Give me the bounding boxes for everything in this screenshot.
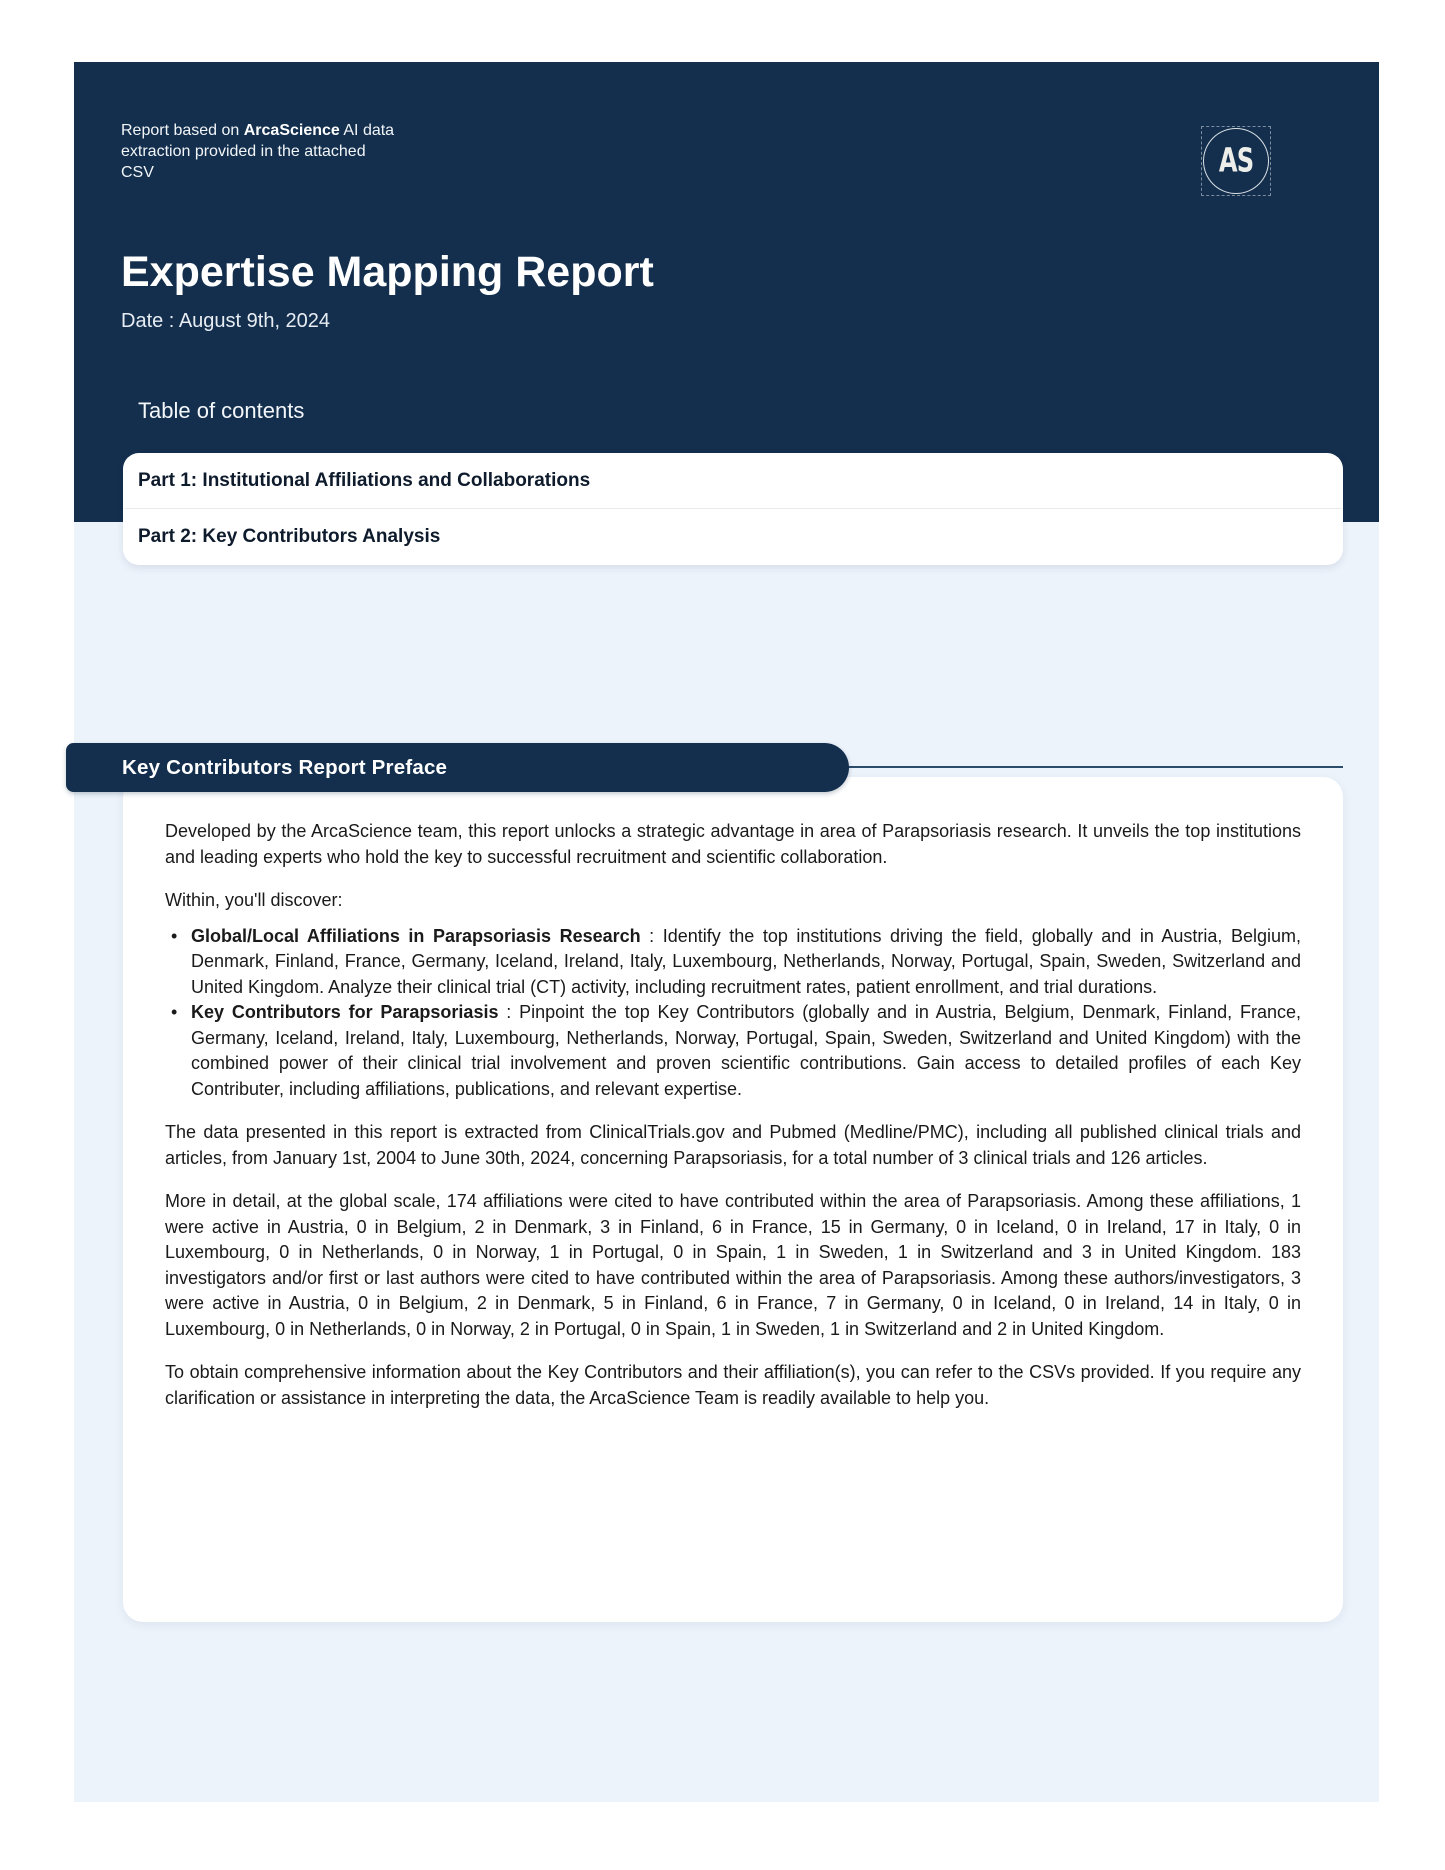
preface-discover-label: Within, you'll discover: xyxy=(165,890,343,910)
page-title: Expertise Mapping Report xyxy=(121,248,654,296)
preface-data-paragraph: The data presented in this report is extracted from ClinicalTrials.gov and Pubmed (Medline/PMC), including all published clinical trials and articles, from January 1st, 2004 to June 30th, 2024, concerning Parapsoriasis, for a total number of 3 clinical trials and 126 articles. xyxy=(165,1122,1301,1168)
preface-intro: Developed by the ArcaScience team, this report unlocks a strategic advantage in area of Parapsoriasis research. It unveils the top institutions and leading experts who hold the key to successful recruitment and scientific collaboration. xyxy=(165,821,1301,867)
preface-bullet-contributors-text: : Pinpoint the top Key Contributors (globally and in Austria, Belgium, Denmark, Finland, France, Germany, Iceland, Ireland, Italy, Luxembourg, Netherlands, Norway, Portugal, Spain, Sweden, Switzerland and United Kingdom) with the combined power of their clinical trial involvement and proven scientific contributions. Gain access to detailed profiles of each Key Contributer, including affiliations, publications, and relevant expertise. xyxy=(191,1002,1301,1099)
report-note-suffix: AI data extraction provided in the attached CSV xyxy=(121,122,395,181)
toc-item-part1[interactable]: Part 1: Institutional Affiliations and Collaborations xyxy=(138,469,591,491)
logo-monogram: AS xyxy=(1218,141,1254,180)
preface-bullet-contributors-title: Key Contributors for Parapsoriasis xyxy=(191,1002,499,1022)
preface-bullet-contributors xyxy=(165,1000,1301,1102)
logo-circle-icon xyxy=(1203,128,1269,194)
report-note-brand: ArcaScience xyxy=(243,122,340,139)
preface-card xyxy=(123,777,1343,1622)
toc-card xyxy=(123,453,1343,565)
report-note-prefix: Report based on xyxy=(121,122,244,139)
preface-bullet-affiliations-title: Global/Local Affiliations in Parapsoriasis Research xyxy=(191,925,641,946)
report-date: Date : August 9th, 2024 xyxy=(121,310,331,332)
preface-banner xyxy=(66,743,849,792)
preface-bullet-affiliations-text: : Identify the top institutions driving the field, globally and in Austria, Belgium, Denmark, Finland, France, Germany, Iceland, Ireland, Italy, Luxembourg, Netherlands, Norway, Portugal, Spain, Sweden, Switzerland and United Kingdom. Analyze their clinical trial (CT) activity, including recruitment rates, patient enrollment, and trial durations. xyxy=(191,925,1301,997)
toc-heading: Table of contents xyxy=(138,398,305,423)
arcascience-logo xyxy=(1203,128,1269,194)
preface-bullet-list xyxy=(165,924,1301,1103)
preface-detail-paragraph: More in detail, at the global scale, 174 affiliations were cited to have contributed within the area of Parapsoriasis. Among these affiliations, 1 were active in Austria, 0 in Belgium, 2 in Denmark, 3 in Finland, 6 in France, 15 in Germany, 0 in Iceland, 0 in Ireland, 17 in Italy, 0 in Luxembourg, 0 in Netherlands, 0 in Norway, 1 in Portugal, 0 in Spain, 1 in Sweden, 1 in Switzerland and 3 in United Kingdom. 183 investigators and/or first or last authors were cited to have contributed within the area of Parapsoriasis. Among these authors/investigators, 3 were active in Austria, 0 in Belgium, 2 in Denmark, 5 in Finland, 6 in France, 7 in Germany, 0 in Iceland, 0 in Ireland, 14 in Italy, 0 in Luxembourg, 0 in Netherlands, 0 in Norway, 2 in Portugal, 0 in Spain, 1 in Sweden, 1 in Switzerland and 2 in United Kingdom. xyxy=(165,1191,1301,1339)
report-note xyxy=(121,120,399,183)
toc-item-part2[interactable]: Part 2: Key Contributors Analysis xyxy=(138,525,441,547)
preface-banner-label: Key Contributors Report Preface xyxy=(122,755,448,779)
preface-bullet-affiliations xyxy=(165,924,1301,1001)
preface-closing-paragraph: To obtain comprehensive information about the Key Contributors and their affiliation(s), you can refer to the CSVs provided. If you require any clarification or assistance in interpreting the data, the ArcaScience Team is readily available to help you. xyxy=(165,1362,1301,1408)
